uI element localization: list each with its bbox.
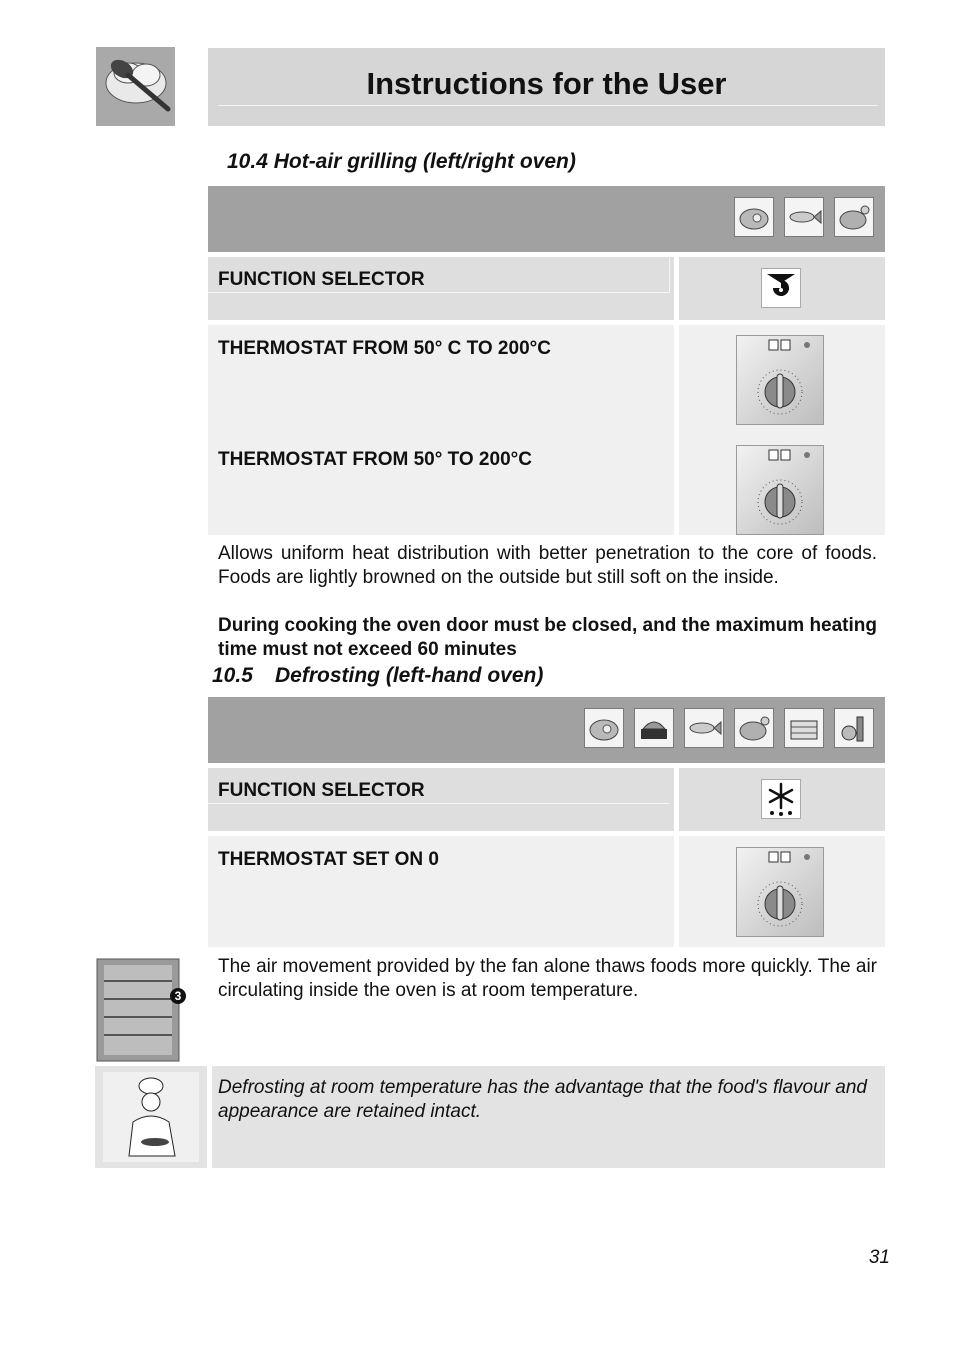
fish-icon: [684, 708, 724, 748]
section-title-hot-air-grilling: 10.4 Hot-air grilling (left/right oven): [227, 150, 576, 173]
section-title-defrosting: Defrosting (left-hand oven): [275, 664, 544, 687]
defrost-snowflake-icon: [761, 779, 801, 819]
function-selector-cell: [208, 768, 674, 831]
thermostat-label-1: THERMOSTAT FROM 50° C TO 200°C: [218, 338, 551, 359]
thermostat-label-2: THERMOSTAT FROM 50° TO 200°C: [218, 449, 532, 470]
function-symbol-cell: [679, 768, 885, 831]
poultry-icon: [734, 708, 774, 748]
food-icons-bar: [208, 186, 885, 252]
header-divider: [218, 105, 878, 106]
shelf-number-badge: 3: [170, 988, 186, 1004]
chef-tip-icon-box: [95, 1066, 207, 1168]
fish-icon: [784, 197, 824, 237]
cake-icon: [784, 708, 824, 748]
page-title: Instructions for the User: [366, 66, 727, 101]
thermostat-dial-cell: [679, 836, 885, 947]
thermostat-dial-icon: [736, 445, 824, 535]
meat-icon: [584, 708, 624, 748]
vegetables-icon: [834, 708, 874, 748]
function-selector-label: FUNCTION SELECTOR: [218, 269, 425, 290]
meat-icon: [734, 197, 774, 237]
bread-icon: [634, 708, 674, 748]
hot-air-grilling-warning: During cooking the oven door must be closed, and the maximum heating time must not exceed 60 minutes: [218, 615, 877, 660]
function-symbol-cell: [679, 257, 885, 320]
thermostat-dial-icon: [736, 847, 824, 937]
thermostat-cell: [208, 836, 674, 947]
function-selector-cell: [208, 257, 674, 320]
defrosting-description: The air movement provided by the fan alone thaws foods more quickly. The air circulating inside the oven is at room temperature.: [218, 956, 877, 1001]
fan-grill-symbol-icon: [761, 268, 801, 308]
thermostat-label: THERMOSTAT SET ON 0: [218, 849, 439, 870]
thermostat-dial-cell: [679, 325, 885, 535]
tip-box: [212, 1066, 885, 1168]
page-number: 31: [868, 1247, 890, 1268]
defrosting-tip: Defrosting at room temperature has the advantage that the food's flavour and appearance are retained intact.: [218, 1077, 867, 1122]
oven-shelf-illustration: [96, 955, 188, 1063]
thermostat-cell: [208, 325, 674, 535]
food-icons-bar: [208, 697, 885, 763]
hot-air-grilling-description: Allows uniform heat distribution with better penetration to the core of foods. Foods are lightly browned on the outside but still soft on the inside.: [218, 543, 877, 588]
poultry-icon: [834, 197, 874, 237]
thermostat-dial-icon: [736, 335, 824, 425]
function-selector-label: FUNCTION SELECTOR: [218, 780, 425, 801]
section-number-defrosting: 10.5: [212, 664, 253, 687]
logo-spoon-chef-hat: [96, 47, 175, 126]
